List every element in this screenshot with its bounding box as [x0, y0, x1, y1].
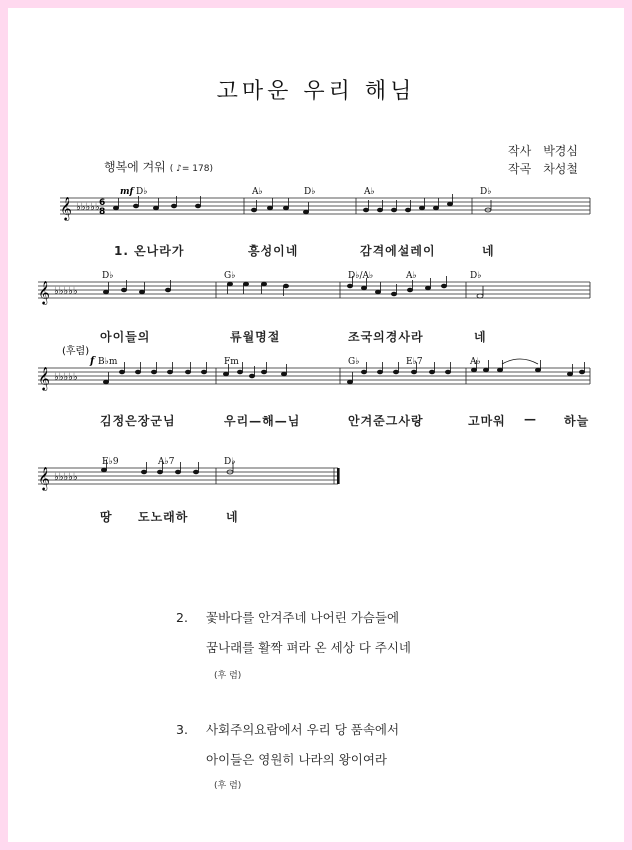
notes-system-1 [113, 194, 491, 214]
lyric-1-3: 감격에설레이 [360, 244, 436, 258]
composer-name: 차성철 [543, 162, 578, 176]
tempo-text: 행복에 겨워 [104, 160, 166, 174]
lyric-2-2: 류월명절 [230, 330, 281, 344]
treble-clef-icon: 𝄞 [38, 366, 50, 390]
chord-3: D♭ [304, 187, 316, 197]
staff-system-4 [8, 448, 624, 498]
lyric-4-3: 네 [226, 510, 239, 524]
lyricist-label: 작사 [508, 144, 532, 158]
dynamic-mf: mf [120, 187, 134, 197]
tempo-marking [104, 158, 213, 175]
verse-2-text-1: 꽃바다를 안겨주네 나어린 가슴들에 [206, 610, 400, 625]
lyric-2-3: 조국의경사라 [348, 330, 424, 344]
staff-system-1 [8, 178, 624, 228]
staff-system-2 [8, 262, 624, 312]
chord-6: D♭ [102, 271, 114, 281]
composer-label: 작곡 [508, 162, 532, 176]
lyric-4-2: 도노래하 [138, 510, 189, 524]
key-signature-flats: ♭♭♭♭♭ [54, 472, 78, 483]
chorus-label: (후렴) [62, 346, 90, 357]
composer-credit [508, 160, 578, 177]
chord-7: G♭ [224, 271, 236, 281]
lyric-3-1: 김정은장군님 [100, 414, 176, 428]
lyric-3-6: 하늘 [564, 414, 590, 428]
lyric-2-4: 네 [474, 330, 487, 344]
verse-2-line-1 [176, 608, 399, 626]
chord-4: A♭ [364, 187, 375, 197]
score-page [8, 8, 624, 842]
notes-system-2 [103, 276, 483, 298]
lyric-3-5: — [524, 412, 537, 426]
treble-clef-icon: 𝄞 [38, 280, 50, 304]
chord-9: A♭ [406, 271, 417, 281]
tempo-value: ( ♪= 178) [169, 164, 213, 174]
chord-1: D♭ [136, 187, 148, 197]
lyricist-credit [508, 142, 578, 159]
chord-18: D♭ [224, 457, 236, 467]
lyric-1-4: 네 [482, 244, 495, 258]
staff-system-3 [8, 342, 624, 398]
verse-2-line-2: 꿈나래를 활짝 펴라 온 세상 다 주시네 [206, 640, 411, 655]
lyric-3-2: 우리—해—님 [224, 414, 301, 428]
verse-3-text-1: 사회주의요람에서 우리 당 품속에서 [206, 722, 400, 737]
chord-2: A♭ [252, 187, 263, 197]
lyric-2-1: 아이들의 [100, 330, 151, 344]
time-sig-top: 6 [99, 198, 106, 208]
verse-3-chorus-mark: (후 렴) [214, 781, 242, 791]
chord-12: Fm [224, 357, 239, 367]
treble-clef-icon: 𝄞 [60, 196, 72, 220]
song-title: 고마운 우리 해님 [216, 79, 416, 104]
verse-3-line-1 [176, 720, 399, 738]
verse-3-number: 3. [176, 722, 188, 737]
chord-16: E♭9 [102, 457, 119, 467]
time-sig-bottom: 8 [99, 207, 106, 217]
chord-11: B♭m [98, 357, 118, 367]
verse-2-chorus-mark: (후 렴) [214, 671, 242, 681]
key-signature-flats: ♭♭♭♭♭ [76, 202, 100, 213]
chord-8: D♭/A♭ [348, 271, 374, 281]
chord-14: E♭7 [406, 357, 423, 367]
key-signature-flats: ♭♭♭♭♭ [54, 286, 78, 297]
chord-17: A♭7 [158, 457, 175, 467]
verse-3-line-2: 아이들은 영원히 나라의 왕이여라 [206, 752, 387, 767]
chord-13: G♭ [348, 357, 360, 367]
chord-5: D♭ [480, 187, 492, 197]
chord-10: D♭ [470, 271, 482, 281]
lyric-1-1: 1. 온나라가 [114, 244, 185, 258]
verse-2-number: 2. [176, 610, 188, 625]
key-signature-flats: ♭♭♭♭♭ [54, 372, 78, 383]
dynamic-f: f [90, 356, 95, 367]
lyric-3-3: 안겨준그사랑 [348, 414, 424, 428]
treble-clef-icon: 𝄞 [38, 466, 50, 490]
chord-15: A♭ [470, 357, 481, 367]
lyric-3-4: 고마워 [468, 414, 506, 428]
lyric-1-2: 흥성이네 [248, 244, 299, 258]
lyricist-name: 박경심 [543, 144, 578, 158]
lyric-4-1: 땅 [100, 510, 113, 524]
